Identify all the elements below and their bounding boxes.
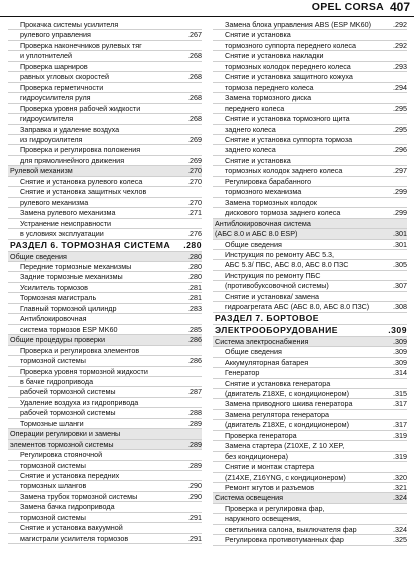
toc-entry xyxy=(213,104,407,114)
toc-entry-title: тормозных шлангов xyxy=(20,481,87,491)
toc-entry-title: и уплотнителей xyxy=(20,51,73,61)
toc-page-number: .280 xyxy=(183,239,202,250)
toc-page-number: .268 xyxy=(188,72,202,82)
toc-entry-title: Снятие и установка/ замена xyxy=(225,291,319,301)
toc-entry-title: рулевого механизма xyxy=(20,197,89,207)
toc-entry-title: тормозной системы xyxy=(20,460,86,470)
toc-entry xyxy=(213,240,407,250)
toc-entry xyxy=(213,399,407,409)
toc-entry xyxy=(8,513,202,523)
toc-entry-title: АБС 5.3/ ПБС, АБС 8.0, АБС 8.0 ПЗС xyxy=(225,260,349,270)
toc-entry xyxy=(213,302,407,312)
toc-page-number: .299 xyxy=(393,187,407,197)
toc-entry xyxy=(213,292,407,302)
toc-page-number: .289 xyxy=(188,439,202,449)
toc-entry xyxy=(8,367,202,377)
toc-page-number: .280 xyxy=(188,272,202,282)
toc-section-heading xyxy=(8,240,202,252)
toc-entry-title: Общие сведения xyxy=(225,347,282,357)
toc-page-number: .319 xyxy=(393,451,407,461)
toc-entry-title: Регулировка барабанного xyxy=(225,176,312,186)
toc-entry-title: Общие процедуры проверки xyxy=(10,335,106,345)
toc-page-number: .287 xyxy=(188,387,202,397)
toc-entry xyxy=(213,250,407,260)
toc-page-number: .299 xyxy=(393,208,407,218)
toc-page-number: .325 xyxy=(393,535,407,545)
toc-entry xyxy=(213,187,407,197)
toc-chapter-entry xyxy=(8,440,202,450)
toc-page-number: .324 xyxy=(393,493,407,503)
toc-entry xyxy=(8,502,202,512)
toc-entry xyxy=(213,368,407,378)
toc-entry-title: в бачке гидропривода xyxy=(20,376,94,386)
toc-entry xyxy=(8,314,202,324)
toc-chapter-entry xyxy=(8,166,202,176)
toc-entry-title: Прокачка системы усилителя xyxy=(20,20,119,29)
toc-entry xyxy=(8,272,202,282)
toc-entry-title: Главный тормозной цилиндр xyxy=(20,303,117,313)
toc-entry xyxy=(213,166,407,176)
toc-entry-title: Задние тормозные механизмы xyxy=(20,272,123,282)
toc-entry-title: Замена бачка гидропривода xyxy=(20,502,115,512)
toc-page-number: .308 xyxy=(393,302,407,312)
toc-page-number: .317 xyxy=(393,399,407,409)
toc-entry xyxy=(213,177,407,187)
toc-entry-title: Замена блока управления ABS (ESP MK60) xyxy=(225,20,371,29)
toc-page-number: .269 xyxy=(188,134,202,144)
toc-entry-title: тормозной системы xyxy=(20,512,86,522)
toc-page-number: .290 xyxy=(188,491,202,501)
toc-entry-title: система тормозов ESP MK60 xyxy=(20,324,118,334)
toc-page-number: .289 xyxy=(188,460,202,470)
toc-entry-title: Операции регулировки и замены xyxy=(10,429,121,439)
toc-entry xyxy=(213,41,407,51)
toc-entry-title: гидроагрегата АБС (АБС 8.0, АБС 8.0 ПЗС) xyxy=(225,302,370,312)
toc-entry-title: Замена приводного шкива генератора xyxy=(225,399,353,409)
toc-page-number: .324 xyxy=(393,524,407,534)
toc-chapter-entry xyxy=(213,229,407,239)
toc-entry xyxy=(8,177,202,187)
toc-page-number: .295 xyxy=(393,124,407,134)
toc-page-number: .268 xyxy=(188,93,202,103)
toc-chapter-entry xyxy=(8,335,202,345)
toc-page-number: .292 xyxy=(393,40,407,50)
toc-entry-title: Передние тормозные механизмы xyxy=(20,261,132,271)
toc-entry xyxy=(213,30,407,40)
toc-entry xyxy=(8,534,202,544)
toc-page-number: .291 xyxy=(188,512,202,522)
toc-entry xyxy=(8,356,202,366)
toc-page-number: .268 xyxy=(188,51,202,61)
toc-entry-title: Генератор xyxy=(225,368,260,378)
toc-page-number: .319 xyxy=(393,430,407,440)
toc-entry-title: Антиблокировочная xyxy=(20,314,87,324)
toc-page-number: .268 xyxy=(188,114,202,124)
toc-entry-title: дискового тормоза заднего колеса xyxy=(225,208,341,218)
toc-entry xyxy=(213,431,407,441)
toc-entry-title: Антиблокировочная система xyxy=(215,218,311,228)
toc-entry xyxy=(213,452,407,462)
toc-entry-title: Система электроснабжения xyxy=(215,336,309,346)
toc-entry-title: Тормозные шланги xyxy=(20,418,84,428)
toc-chapter-entry xyxy=(213,337,407,347)
toc-entry xyxy=(213,93,407,103)
toc-right-column xyxy=(213,20,407,546)
toc-entry xyxy=(8,114,202,124)
toc-entry-title: заднего колеса xyxy=(225,145,276,155)
toc-entry-title: Проверка генератора xyxy=(225,430,297,440)
toc-entry xyxy=(213,504,407,514)
toc-entry xyxy=(213,525,407,535)
toc-entry-title: тормозной системы xyxy=(20,356,86,366)
toc-entry xyxy=(213,410,407,420)
toc-entry-title: из гидроусилителя xyxy=(20,134,83,144)
toc-entry-title: Снятие и установка защитного кожуха xyxy=(225,72,353,82)
toc-entry xyxy=(8,51,202,61)
toc-entry xyxy=(8,229,202,239)
toc-entry xyxy=(8,450,202,460)
toc-entry xyxy=(8,283,202,293)
toc-entry xyxy=(8,398,202,408)
toc-page-number: .307 xyxy=(393,281,407,291)
toc-entry xyxy=(8,20,202,30)
toc-entry xyxy=(8,492,202,502)
toc-entry-title: ЭЛЕКТРООБОРУДОВАНИЕ xyxy=(215,324,339,335)
toc-entry-title: Проверка уровня тормозной жидкости xyxy=(20,366,148,376)
toc-entry xyxy=(213,358,407,368)
toc-page-number: .317 xyxy=(393,420,407,430)
toc-entry-title: Система освещения xyxy=(215,493,283,503)
toc-entry xyxy=(8,377,202,387)
toc-entry-title: тормозного суппорта переднего колеса xyxy=(225,40,356,50)
toc-entry xyxy=(213,156,407,166)
toc-entry xyxy=(8,387,202,397)
toc-entry xyxy=(213,347,407,357)
toc-entry xyxy=(213,379,407,389)
toc-entry xyxy=(213,208,407,218)
toc-entry xyxy=(8,41,202,51)
toc-entry-title: Аккумуляторная батарея xyxy=(225,357,309,367)
toc-entry xyxy=(213,420,407,430)
toc-entry-title: тормозных колодок заднего колеса xyxy=(225,166,343,176)
toc-page-number: .292 xyxy=(393,20,407,29)
toc-entry xyxy=(8,156,202,166)
toc-entry-title: Снятие и монтаж стартера xyxy=(225,462,315,472)
toc-entry xyxy=(8,481,202,491)
toc-page-number: .280 xyxy=(188,251,202,261)
toc-entry xyxy=(8,419,202,429)
toc-page-number: .276 xyxy=(188,229,202,239)
toc-page-number: .288 xyxy=(188,408,202,418)
toc-page-number: .291 xyxy=(188,533,202,543)
toc-page-number: .295 xyxy=(393,103,407,113)
toc-entry-title: тормозных колодок переднего колеса xyxy=(225,61,351,71)
page-number: 407 xyxy=(389,0,410,14)
toc-entry-title: Замена трубок тормозной системы xyxy=(20,491,138,501)
toc-entry-title: Снятие и установка тормозного щита xyxy=(225,114,350,124)
toc-entry-title: Общие сведения xyxy=(10,251,67,261)
toc-entry xyxy=(8,293,202,303)
toc-entry xyxy=(8,62,202,72)
toc-entry-title: Инструкция по ремонту АБС 5.3, xyxy=(225,249,335,259)
toc-entry xyxy=(8,104,202,114)
toc-entry xyxy=(8,125,202,135)
toc-page-number: .293 xyxy=(393,61,407,71)
toc-entry xyxy=(8,471,202,481)
toc-entry xyxy=(8,30,202,40)
toc-entry-title: Проверка шарниров xyxy=(20,61,88,71)
toc-entry-title: Удаление воздуха из гидропривода xyxy=(20,397,139,407)
toc-entry xyxy=(8,93,202,103)
toc-entry-title: РАЗДЕЛ 7. БОРТОВОЕ xyxy=(215,312,320,323)
page-header xyxy=(0,0,414,17)
toc-page-number: .294 xyxy=(393,82,407,92)
toc-entry-title: Замена тормозного диска xyxy=(225,93,312,103)
toc-entry-title: Общие сведения xyxy=(225,239,282,249)
toc-entry xyxy=(8,208,202,218)
toc-page-number: .301 xyxy=(393,229,407,239)
toc-entry-title: РАЗДЕЛ 6. ТОРМОЗНАЯ СИСТЕМА xyxy=(10,239,171,250)
toc-entry-title: Инструкция по ремонту ПБС xyxy=(225,270,321,280)
toc-entry-title: наружного освещения, xyxy=(225,514,301,524)
toc-entry xyxy=(213,198,407,208)
toc-entry-title: Регулировка стояночной xyxy=(20,450,103,460)
toc-entry xyxy=(213,483,407,493)
toc-page-number: .267 xyxy=(188,30,202,40)
toc-entry xyxy=(8,262,202,272)
toc-page-number: .289 xyxy=(188,418,202,428)
toc-entry xyxy=(213,72,407,82)
toc-entry-title: без кондиционера) xyxy=(225,451,289,461)
toc-entry-title: элементов тормозной системы xyxy=(10,439,114,449)
toc-chapter-entry xyxy=(213,493,407,503)
toc-entry-title: для прямолинейного движения xyxy=(20,155,125,165)
toc-entry xyxy=(213,514,407,524)
toc-entry-title: рабочей тормозной системы xyxy=(20,387,116,397)
toc-entry-title: тормоза переднего колеса xyxy=(225,82,314,92)
toc-entry xyxy=(8,304,202,314)
toc-page-number: .270 xyxy=(188,176,202,186)
toc-entry-title: переднего колеса xyxy=(225,103,285,113)
toc-page-number: .280 xyxy=(188,261,202,271)
toc-entry-title: Снятие и установка накладки xyxy=(225,51,324,61)
toc-entry xyxy=(8,145,202,155)
toc-entry-title: Заправка и удаление воздуха xyxy=(20,124,120,134)
toc-entry xyxy=(213,145,407,155)
toc-entry-title: Ремонт жгутов и разъемов xyxy=(225,483,315,493)
toc-entry xyxy=(8,408,202,418)
toc-page-number: .270 xyxy=(188,166,202,176)
toc-entry-title: (противобуксовочной системы) xyxy=(225,281,329,291)
toc-entry-title: (АБС 8.0 и АБС 8.0 ESP) xyxy=(215,229,298,239)
toc-entry-title: Снятие и установка вакуумной xyxy=(20,523,123,533)
toc-entry-title: Замена тормозных колодок xyxy=(225,197,317,207)
toc-entry-title: в условиях эксплуатации xyxy=(20,229,104,239)
toc-entry-title: Проверка и регулировка положения xyxy=(20,145,141,155)
toc-entry-title: Рулевой механизм xyxy=(10,166,73,176)
toc-entry xyxy=(8,72,202,82)
toc-page-number: .314 xyxy=(393,368,407,378)
toc-entry-title: Проверка герметичности xyxy=(20,82,104,92)
toc-entry xyxy=(213,20,407,30)
toc-entry-title: гидроусилителя руля xyxy=(20,93,91,103)
toc-entry xyxy=(213,271,407,281)
toc-entry xyxy=(213,441,407,451)
toc-entry xyxy=(8,346,202,356)
toc-page-number: .321 xyxy=(393,483,407,493)
toc-page-number: .320 xyxy=(393,472,407,482)
toc-page-number: .283 xyxy=(188,303,202,313)
toc-entry-title: Проверка и регулировка элементов xyxy=(20,345,140,355)
toc-entry xyxy=(8,523,202,533)
toc-page-number: .309 xyxy=(388,324,407,335)
toc-entry xyxy=(213,535,407,545)
toc-page-number: .281 xyxy=(188,282,202,292)
toc-section-heading xyxy=(213,325,407,337)
toc-entry xyxy=(213,83,407,93)
toc-page-number: .286 xyxy=(188,356,202,366)
toc-entry xyxy=(213,114,407,124)
toc-page-number: .309 xyxy=(393,336,407,346)
toc-entry-title: Снятие и установка генератора xyxy=(225,378,331,388)
toc-entry-title: Замена стартера (Z10XE, Z 10 XEP, xyxy=(225,441,345,451)
toc-entry xyxy=(213,51,407,61)
toc-page-number: .270 xyxy=(188,197,202,207)
toc-entry-title: Снятие и установка суппорта тормоза xyxy=(225,134,353,144)
toc-entry-title: Замена регулятора генератора xyxy=(225,409,330,419)
toc-page-number: .286 xyxy=(188,335,202,345)
toc-entry xyxy=(213,281,407,291)
toc-chapter-entry xyxy=(8,429,202,439)
toc-page-number: .290 xyxy=(188,481,202,491)
toc-entry xyxy=(8,198,202,208)
toc-entry-title: Снятие и установка рулевого колеса xyxy=(20,176,143,186)
book-title: OPEL CORSA xyxy=(311,1,384,13)
toc-page-number: .269 xyxy=(188,155,202,165)
toc-entry-title: Проверка уровня рабочей жидкости xyxy=(20,103,141,113)
toc-entry xyxy=(213,125,407,135)
toc-entry-title: Регулировка противотуманных фар xyxy=(225,535,344,545)
toc-left-column xyxy=(8,20,202,544)
toc-entry-title: Проверка и регулировка фар, xyxy=(225,503,325,513)
toc-entry-title: Снятие и установка защитных чехлов xyxy=(20,187,147,197)
toc-entry xyxy=(8,325,202,335)
toc-entry xyxy=(8,83,202,93)
toc-entry-title: Снятие и установка передних xyxy=(20,471,120,481)
toc-entry xyxy=(8,135,202,145)
toc-entry-title: Усилитель тормозов xyxy=(20,282,88,292)
toc-entry xyxy=(213,389,407,399)
toc-entry-title: Проверка наконечников рулевых тяг xyxy=(20,40,142,50)
toc-entry-title: гидроусилителя xyxy=(20,114,74,124)
toc-page-number: .285 xyxy=(188,324,202,334)
toc-entry-title: светильника салона, выключателя фар xyxy=(225,524,357,534)
toc-entry xyxy=(8,187,202,197)
toc-entry-title: Снятие и установка xyxy=(225,30,291,40)
toc-entry-title: Замена рулевого механизма xyxy=(20,208,116,218)
toc-page-number: .309 xyxy=(393,357,407,367)
toc-entry xyxy=(8,219,202,229)
toc-entry-title: (двигатель Z18XE, с кондиционером) xyxy=(225,420,350,430)
toc-entry-title: тормозного механизма xyxy=(225,187,302,197)
toc-entry-title: (двигатель Z18XE, с кондиционером) xyxy=(225,388,350,398)
toc-chapter-entry xyxy=(8,252,202,262)
toc-page-number: .281 xyxy=(188,293,202,303)
toc-page-number: .315 xyxy=(393,388,407,398)
toc-entry-title: магистрали усилителя тормозов xyxy=(20,533,129,543)
toc-entry-title: равных угловых скоростей xyxy=(20,72,110,82)
toc-entry xyxy=(8,461,202,471)
toc-entry xyxy=(213,62,407,72)
toc-entry-title: (Z14XE, Z16YNG, с кондиционером) xyxy=(225,472,346,482)
toc-entry-title: рабочей тормозной системы xyxy=(20,408,116,418)
toc-entry-title: Устранение неисправности xyxy=(20,218,112,228)
toc-entry xyxy=(213,462,407,472)
toc-page-number: .305 xyxy=(393,260,407,270)
toc-entry xyxy=(213,260,407,270)
toc-entry-title: рулевого управления xyxy=(20,30,91,40)
toc-entry-title: Тормозная магистраль xyxy=(20,293,97,303)
toc-page-number: .309 xyxy=(393,347,407,357)
toc-page-number: .301 xyxy=(393,239,407,249)
toc-chapter-entry xyxy=(213,219,407,229)
toc-entry xyxy=(213,473,407,483)
toc-page-number: .271 xyxy=(188,208,202,218)
toc-entry-title: Снятие и установка xyxy=(225,155,291,165)
toc-page-number: .296 xyxy=(393,145,407,155)
toc-page-number: .297 xyxy=(393,166,407,176)
toc-entry xyxy=(213,135,407,145)
toc-section-heading xyxy=(213,313,407,325)
toc-entry-title: заднего колеса xyxy=(225,124,276,134)
